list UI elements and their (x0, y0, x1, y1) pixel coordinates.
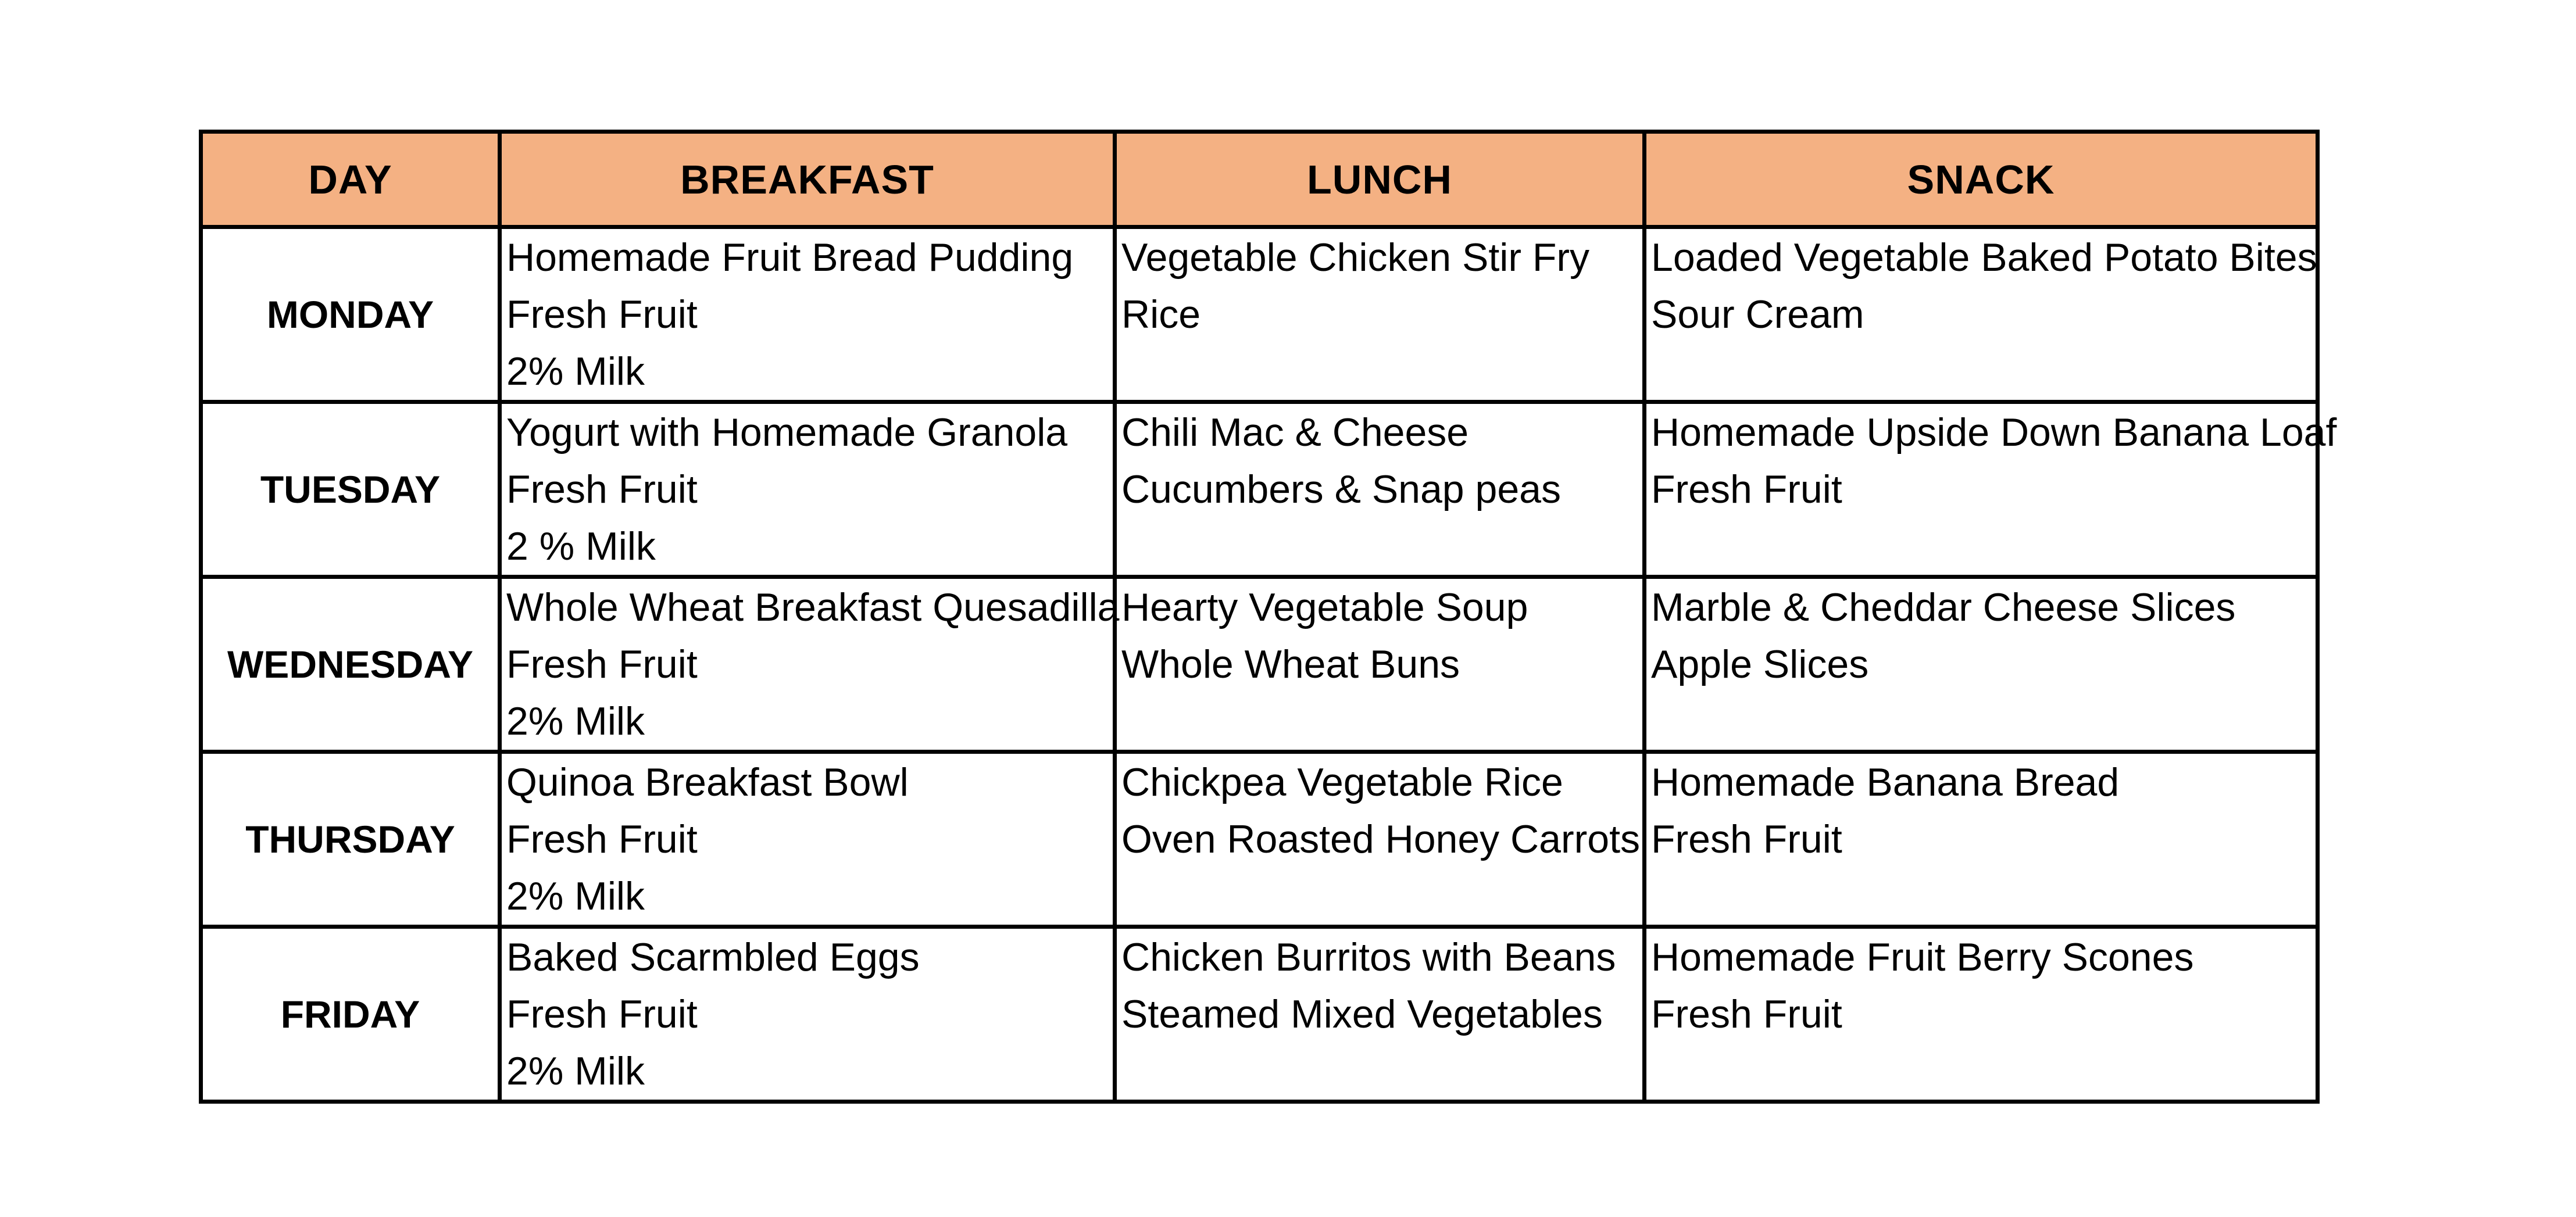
snack-item: Fresh Fruit (1651, 817, 1842, 861)
lunch-item (1121, 518, 1642, 575)
day-cell: WEDNESDAY (201, 577, 500, 752)
lunch-item: Chicken Burritos with Beans (1121, 935, 1616, 979)
lunch-cell (1115, 402, 1645, 577)
breakfast-cell (500, 577, 1120, 752)
breakfast-cell (500, 927, 1115, 1102)
breakfast-item: Quinoa Breakfast Bowl (506, 760, 909, 804)
snack-item: Sour Cream (1651, 292, 1864, 337)
snack-item: Homemade Fruit Berry Scones (1651, 935, 2194, 979)
snack-item: Homemade Upside Down Banana Loaf (1651, 410, 2337, 454)
breakfast-item: 2% Milk (506, 1049, 645, 1093)
snack-item (1651, 1043, 2316, 1100)
breakfast-cell (500, 402, 1115, 577)
lunch-item: Hearty Vegetable Soup (1121, 585, 1528, 629)
snack-item (1651, 343, 2316, 400)
snack-item: Loaded Vegetable Baked Potato Bites (1651, 235, 2317, 280)
snack-item: Marble & Cheddar Cheese Slices (1651, 585, 2236, 629)
day-cell: FRIDAY (201, 927, 500, 1102)
lunch-item (1121, 868, 1642, 925)
snack-item (1651, 518, 2316, 575)
lunch-cell (1115, 752, 1645, 927)
header-snack: SNACK (1645, 132, 2318, 227)
snack-item (1651, 868, 2316, 925)
weekly-menu-table (199, 130, 2337, 1104)
snack-cell (1645, 927, 2318, 1102)
breakfast-item: Yogurt with Homemade Granola (506, 410, 1068, 454)
lunch-item: Steamed Mixed Vegetables (1121, 992, 1603, 1036)
breakfast-item: 2% Milk (506, 349, 645, 393)
lunch-item (1121, 693, 1642, 750)
breakfast-item: Whole Wheat Breakfast Quesadilla (506, 585, 1120, 629)
header-day: DAY (201, 132, 500, 227)
snack-cell (1645, 577, 2318, 752)
breakfast-item: 2% Milk (506, 699, 645, 743)
snack-cell (1645, 227, 2318, 402)
table-row (201, 577, 2318, 752)
lunch-item: Vegetable Chicken Stir Fry (1121, 235, 1590, 280)
breakfast-item: Fresh Fruit (506, 292, 698, 337)
lunch-cell (1115, 577, 1645, 752)
snack-item: Apple Slices (1651, 642, 1869, 686)
day-cell: TUESDAY (201, 402, 500, 577)
breakfast-item: Baked Scarmbled Eggs (506, 935, 920, 979)
snack-item: Fresh Fruit (1651, 467, 1842, 511)
snack-item: Fresh Fruit (1651, 992, 1842, 1036)
lunch-item: Oven Roasted Honey Carrots (1121, 817, 1640, 861)
day-cell: THURSDAY (201, 752, 500, 927)
header-lunch: LUNCH (1115, 132, 1645, 227)
table-row (201, 402, 2318, 577)
day-cell: MONDAY (201, 227, 500, 402)
breakfast-item: Fresh Fruit (506, 817, 698, 861)
breakfast-item: 2% Milk (506, 874, 645, 918)
lunch-item: Chili Mac & Cheese (1121, 410, 1469, 454)
lunch-cell (1115, 927, 1645, 1102)
lunch-item: Whole Wheat Buns (1121, 642, 1460, 686)
lunch-item: Chickpea Vegetable Rice (1121, 760, 1563, 804)
header-breakfast: BREAKFAST (500, 132, 1115, 227)
lunch-item: Cucumbers & Snap peas (1121, 467, 1561, 511)
snack-cell (1645, 752, 2318, 927)
snack-item (1651, 693, 2316, 750)
snack-cell (1645, 402, 2337, 577)
snack-item: Homemade Banana Bread (1651, 760, 2120, 804)
breakfast-item: Homemade Fruit Bread Pudding (506, 235, 1074, 280)
lunch-item (1121, 1043, 1642, 1100)
header-row (201, 132, 2318, 227)
breakfast-item: Fresh Fruit (506, 642, 698, 686)
breakfast-item: Fresh Fruit (506, 467, 698, 511)
breakfast-item: 2 % Milk (506, 524, 656, 568)
table-row (201, 752, 2318, 927)
lunch-cell (1115, 227, 1645, 402)
breakfast-cell (500, 752, 1115, 927)
breakfast-cell (500, 227, 1115, 402)
lunch-item (1121, 343, 1642, 400)
breakfast-item: Fresh Fruit (506, 992, 698, 1036)
lunch-item: Rice (1121, 292, 1201, 337)
table-row (201, 927, 2318, 1102)
table-row (201, 227, 2318, 402)
